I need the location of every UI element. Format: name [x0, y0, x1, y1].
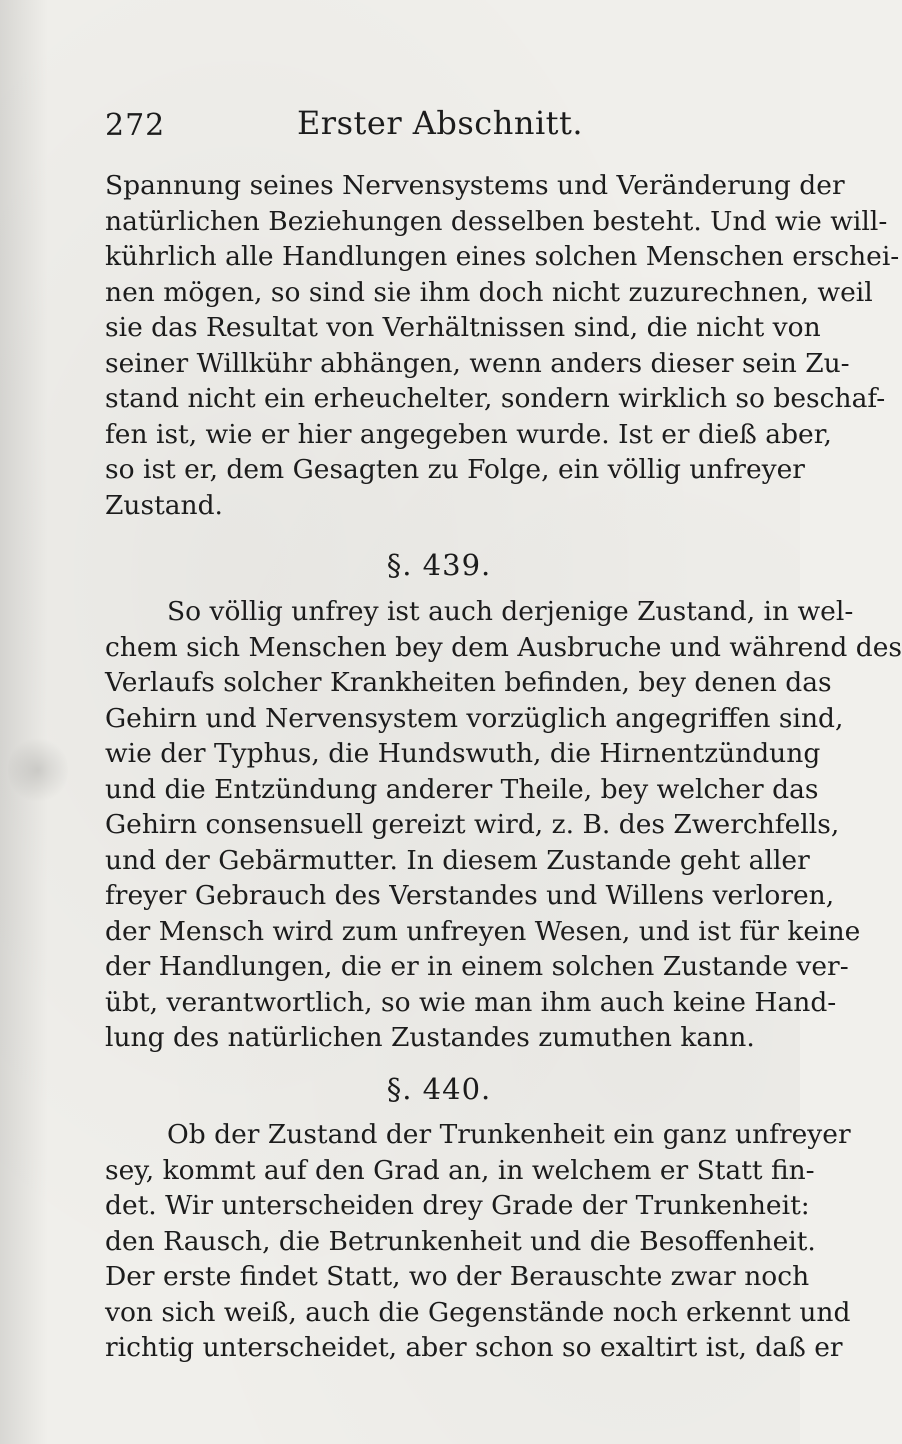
text-line: nen mögen, so sind sie ihm doch nicht zuzurechnen, weil — [105, 276, 873, 308]
text-line: det. Wir unterscheiden drey Grade der Trunkenheit: — [105, 1190, 810, 1221]
text-line: sey, kommt auf den Grad an, in welchem er Statt fin- — [105, 1154, 815, 1186]
text-line: den Rausch, die Betrunkenheit und die Besoffenheit. — [105, 1225, 816, 1257]
text-line: seiner Willkühr abhängen, wenn anders dieser sein Zu- — [105, 347, 850, 379]
section-439-text — [105, 594, 902, 1056]
text-line: fen ist, wie er hier angegeben wurde. Ist er dieß aber, — [105, 418, 832, 450]
text-line: Gehirn consensuell gereizt wird, z. B. des Zwerchfells, — [105, 809, 840, 840]
section-heading-439: §. 439. — [386, 548, 492, 582]
text-line: chem sich Menschen bey dem Ausbruche und während des — [105, 631, 902, 663]
text-line: lung des natürlichen Zustandes zumuthen kann. — [105, 1022, 755, 1053]
section-440-text — [105, 1117, 851, 1366]
text-line: stand nicht ein erheuchelter, sondern wirklich so beschaf- — [105, 383, 886, 414]
text-line: so ist er, dem Gesagten zu Folge, ein völlig unfreyer — [105, 454, 805, 485]
text-line: Gehirn und Nervensystem vorzüglich angegriffen sind, — [105, 702, 844, 734]
text-line: sie das Resultat von Verhältnissen sind, die nicht von — [105, 312, 821, 343]
page-number: 272 — [105, 108, 166, 143]
page-gutter-shadow — [0, 0, 48, 1444]
paper-stain — [8, 735, 68, 805]
text-line: Der erste findet Statt, wo der Berauschte zwar noch — [105, 1261, 810, 1292]
text-line: der Handlungen, die er in einem solchen Zustande ver- — [105, 951, 849, 982]
text-line: kührlich alle Handlungen eines solchen Menschen erschei- — [105, 241, 900, 272]
page-header — [105, 100, 775, 150]
text-line: So völlig unfrey ist auch derjenige Zustand, in wel- — [167, 596, 854, 627]
text-line: und der Gebärmutter. In diesem Zustande geht aller — [105, 844, 810, 876]
text-line: von sich weiß, auch die Gegenstände noch erkennt und — [105, 1296, 851, 1328]
text-line: richtig unterscheidet, aber schon so exaltirt ist, daß er — [105, 1332, 843, 1363]
text-line: wie der Typhus, die Hundswuth, die Hirnentzündung — [105, 738, 821, 769]
text-line: Zustand. — [105, 489, 223, 521]
section-heading-440: §. 440. — [386, 1072, 492, 1106]
running-head: Erster Abschnitt. — [296, 104, 584, 142]
paragraph-continuation — [105, 168, 900, 523]
text-line: und die Entzündung anderer Theile, bey welcher das — [105, 773, 819, 805]
text-line: Spannung seines Nervensystems und Veränderung der — [105, 170, 845, 201]
text-line: freyer Gebrauch des Verstandes und Willens verloren, — [105, 880, 835, 911]
text-line: der Mensch wird zum unfreyen Wesen, und ist für keine — [105, 915, 861, 947]
text-line: natürlichen Beziehungen desselben besteht. Und wie will- — [105, 205, 888, 237]
text-line: Verlaufs solcher Krankheiten befinden, bey denen das — [105, 667, 832, 698]
text-line: Ob der Zustand der Trunkenheit ein ganz unfreyer — [167, 1119, 851, 1150]
text-line: übt, verantwortlich, so wie man ihm auch keine Hand- — [105, 986, 837, 1018]
